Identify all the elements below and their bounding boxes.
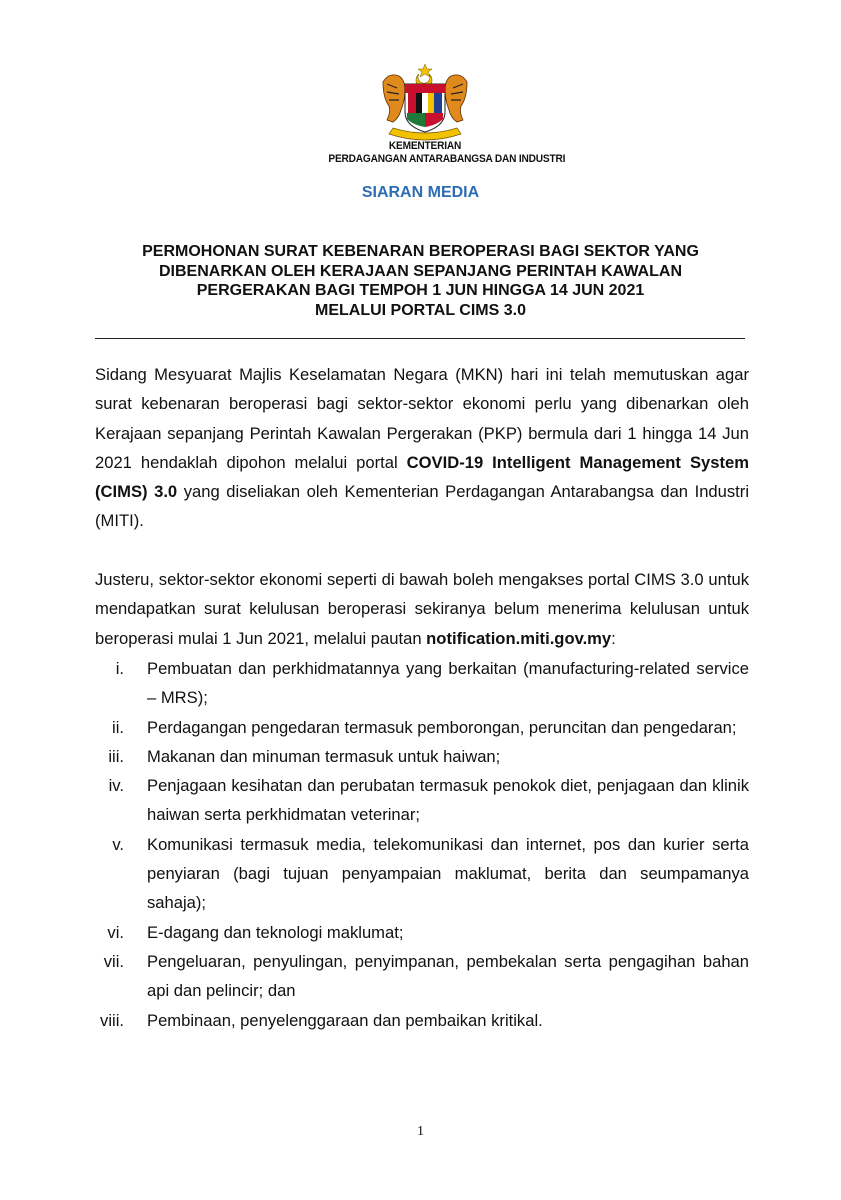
title-line-1: PERMOHONAN SURAT KEBENARAN BEROPERASI BAGI SEKTOR YANG: [142, 243, 699, 260]
list-item-number: vii.: [103, 951, 124, 971]
title-line-3: PERGERAKAN BAGI TEMPOH 1 JUN HINGGA 14 JUN 2021: [196, 282, 645, 299]
list-item: [95, 654, 749, 713]
paragraph-2-text-a: Justeru, sektor-sektor ekonomi seperti di bawah boleh mengakses portal CIMS 3.0 untuk mendapatkan surat kelulusan beroperasi sekiranya belum menerima kelulusan untuk beroperasi mulai 1 Jun 2021, melalui pautan: [95, 570, 749, 648]
list-item-text: E-dagang dan teknologi maklumat;: [147, 922, 404, 942]
list-item: [95, 713, 749, 742]
page-number: 1: [417, 1124, 424, 1139]
list-item: [95, 947, 749, 1006]
list-item: [95, 742, 749, 771]
list-item-number: viii.: [100, 1010, 124, 1030]
list-item: [95, 918, 749, 947]
ministry-name: [328, 140, 566, 166]
list-item-number: iv.: [108, 776, 124, 796]
list-item-number: i.: [115, 659, 124, 678]
list-item: [95, 1006, 749, 1035]
paragraph-2-text-b: :: [611, 628, 616, 648]
document-title: [95, 242, 746, 320]
ministry-line-2: PERDAGANGAN ANTARABANGSA DAN INDUSTRI: [328, 153, 566, 165]
media-release-label: SIARAN MEDIA: [361, 184, 480, 201]
list-item: [95, 771, 749, 830]
paragraph-1-text-b: yang diseliakan oleh Kementerian Perdagangan Antarabangsa dan Industri (MITI).: [95, 482, 750, 531]
title-line-2: DIBENARKAN OLEH KERAJAAN SEPANJANG PERINTAH KAWALAN: [159, 262, 682, 280]
list-item-text: Komunikasi termasuk media, telekomunikasi dan internet, pos dan kurier serta penyiaran (bagi tujuan penyampaian maklumat, berita dan seumpamanya sahaja);: [147, 834, 749, 913]
paragraph-1: [95, 360, 749, 536]
portal-link: notification.miti.gov.my: [426, 628, 612, 648]
paragraph-1-bold: COVID-19 Intelligent Management System (CIMS) 3.0: [95, 452, 749, 502]
list-item-text: Penjagaan kesihatan dan perubatan termasuk penokok diet, penjagaan dan klinik haiwan serta perkhidmatan veterinar;: [147, 776, 749, 825]
ministry-line-1: KEMENTERIAN: [388, 140, 462, 152]
sector-list: [95, 654, 749, 1035]
title-divider: [95, 338, 745, 339]
list-item-text: Pengeluaran, penyulingan, penyimpanan, pembekalan serta pengagihan bahan api dan pelincir; dan: [147, 951, 749, 1001]
list-item-number: v.: [112, 834, 124, 854]
list-item-number: iii.: [108, 746, 124, 766]
list-item-text: Pembinaan, penyelenggaraan dan pembaikan kritikal.: [147, 1010, 543, 1030]
list-item-text: Perdagangan pengedaran termasuk pemborongan, peruncitan dan pengedaran;: [147, 717, 737, 737]
list-item: [95, 830, 749, 918]
list-item-text: Pembuatan dan perkhidmatannya yang berkaitan (manufacturing-related service – MRS);: [147, 659, 749, 708]
title-line-4: MELALUI PORTAL CIMS 3.0: [315, 301, 526, 319]
coat-of-arms-icon: [375, 62, 475, 142]
paragraph-1-text-a: Sidang Mesyuarat Majlis Keselamatan Negara (MKN) hari ini telah memutuskan agar surat kebenaran beroperasi bagi sektor-sektor ekonomi perlu yang dibenarkan oleh Kerajaan sepanjang Perintah Kawalan Pergerakan (PKP) bermula dari 1 hingga 14 Jun 2021 hendaklah dipohon melalui portal: [95, 365, 749, 472]
list-item-number: vi.: [107, 922, 124, 942]
list-item-number: ii.: [112, 717, 124, 737]
paragraph-2: [95, 565, 749, 653]
list-item-text: Makanan dan minuman termasuk untuk haiwan;: [147, 746, 501, 766]
